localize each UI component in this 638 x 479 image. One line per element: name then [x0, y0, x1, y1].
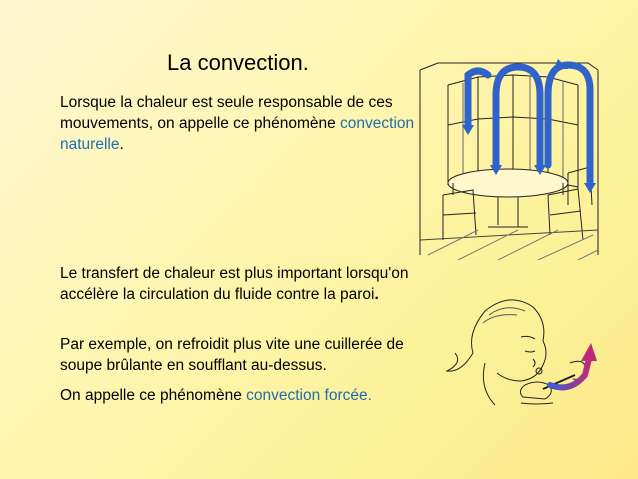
child-blowing-on-spoon-illustration [425, 293, 605, 408]
room-with-convection-arrows-illustration [418, 55, 600, 260]
paragraph-text: Le transfert de chaleur est plus important lorsqu'on accélère la circulation du fluide contre la paroi [60, 265, 409, 303]
paragraph-natural-convection [60, 92, 430, 155]
term-forced-convection: convection forcée. [246, 387, 372, 404]
paragraph-heat-transfer [60, 263, 440, 305]
term-natural-convection: convection naturelle [60, 115, 415, 153]
paragraph-text: On appelle ce phénomène [60, 387, 247, 404]
paragraph-forced-convection [60, 385, 440, 406]
paragraph-end: . [119, 136, 124, 153]
paragraph-text: Lorsque la chaleur est seule responsable de ces mouvements, on appelle ce phénomène [60, 94, 393, 132]
paragraph-example: Par exemple, on refroidit plus vite une cuillerée de soupe brûlante en soufflant au-dessus. [60, 336, 404, 374]
paragraph-end: . [374, 286, 379, 303]
slide-title: La convection. [167, 50, 309, 75]
